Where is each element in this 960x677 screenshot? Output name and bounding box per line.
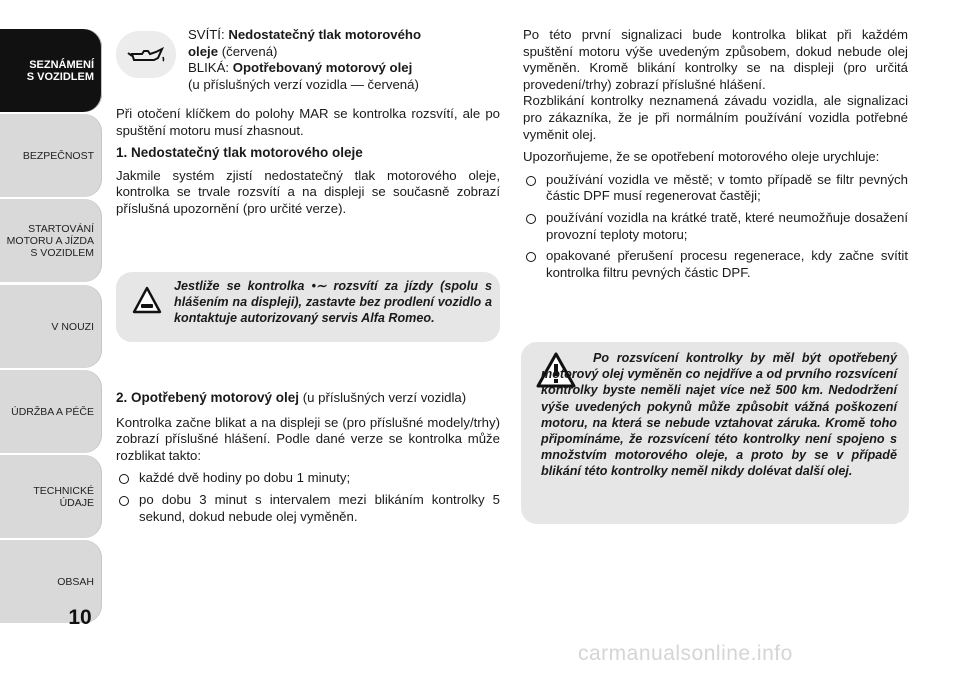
tab-udrzba[interactable]: ÚDRŽBA A PÉČE [0, 370, 102, 453]
worn-oil-note: (u příslušných verzí vozidla) [302, 390, 467, 405]
blika-label: BLIKÁ: [188, 60, 230, 76]
warning-car-icon [132, 286, 162, 314]
heading-low-pressure: 1. Nedostatečný tlak motorového oleje [116, 145, 363, 161]
worn-oil-paragraph: Kontrolka začne blikat a na displeji se (pro příslušné modely/trhy) zobrazí příslušné hlášení. Podle dané verze se kontrolka může rozblikat takto: [116, 414, 500, 463]
oil-can-icon [116, 31, 176, 78]
warning2-text: Po rozsvícení kontrolky by měl být opotřebený motorový olej vyměněn co nejdříve a od prvního rozsvícení kontrolky byste neměli najet více než 500 km. Nedodržení výše uvedených pokynů může způsobit vážná poškození motoru, na která se nebude vztahovat záruka. Kromě toho připomínáme, že rozsvícení této kontrolky není spojeno s množstvím motorového oleje, a proto by se v případě blikání této kontrolky neměl nikdy dolévat další olej. [541, 351, 897, 479]
tab-technicke-udaje[interactable]: TECHNICKÉ ÚDAJE [0, 455, 102, 538]
lamp-status [188, 27, 508, 93]
tab-v-nouzi[interactable]: V NOUZI [0, 285, 102, 368]
page-number: 10 [68, 606, 92, 629]
svit-label: SVÍTÍ: [188, 27, 225, 42]
tab-seznameni[interactable]: SEZNÁMENÍ S VOZIDLEM [0, 29, 102, 112]
oil-can-inline-icon: •∼ [311, 279, 327, 293]
intro-paragraph: Při otočení klíčkem do polohy MAR se kontrolka rozsvítí, ale po spuštění motoru musí zhasnout. [116, 106, 500, 138]
blika-note: (u příslušných verzí vozidla — červená) [188, 76, 419, 92]
blika-text: Opotřebovaný motorový olej [232, 60, 413, 76]
list-item: po dobu 3 minut s intervalem mezi blikáním kontrolky 5 sekund, dokud nebude olej vyměněn. [116, 492, 500, 525]
tab-obsah[interactable]: OBSAH [0, 540, 102, 623]
sidebar [0, 0, 103, 677]
left-column [116, 106, 500, 224]
blink-mode-list [116, 470, 500, 525]
svit-color: (červená) [221, 43, 278, 59]
warning-box-2 [521, 342, 909, 524]
right-paragraph-1: Po této první signalizaci bude kontrolka blikat při každém spuštění motoru výše uvedeným způsobem, dokud nebude olej vyměněn. Kromě blikání kontrolky se na displeji (pro určitá provedení/trhy) zobrazí příslušné hlášení. [523, 27, 908, 92]
wear-causes-list [523, 172, 908, 282]
list-item: každé dvě hodiny po dobu 1 minuty; [116, 470, 500, 487]
tab-bezpecnost[interactable]: BEZPEČNOST [0, 114, 102, 197]
watermark: carmanualsonline.info [578, 642, 793, 665]
tab-startovani[interactable]: STARTOVÁNÍ MOTORU A JÍZDA S VOZIDLEM [0, 199, 102, 282]
warning1-text-a: Jestliže se kontrolka [174, 279, 305, 293]
warning-box-1 [116, 272, 500, 342]
right-column [523, 27, 908, 286]
list-item: používání vozidla ve městě; v tomto případě se filtr pevných částic DPF musí regenerovat častěji; [523, 172, 908, 205]
list-item: používání vozidla na krátké tratě, které neumožňuje dosažení provozní teploty motoru; [523, 210, 908, 243]
left-column-2 [116, 390, 500, 530]
low-pressure-paragraph: Jakmile systém zjistí nedostatečný tlak motorového oleje, kontrolka se trvale rozsvítí a na displeji se současně zobrazí příslušná upozornění (pro určité verze). [116, 167, 500, 216]
right-paragraph-3: Upozorňujeme, že se opotřebení motorového oleje urychluje: [523, 149, 880, 165]
right-paragraph-2: Rozblikání kontrolky neznamená závadu vozidla, ale signalizaci pro zákazníka, že je při normálním používání vozidla potřebné vyměnit olej. [523, 93, 908, 142]
heading-worn-oil: 2. Opotřebený motorový olej [116, 390, 300, 405]
warning1-text-b: rozsvítí za jízdy (spolu s hlášením na displeji), zastavte bez prodlení vozidlo a kontaktuje autorizovaný servis Alfa Romeo. [174, 279, 493, 325]
list-item: opakované přerušení procesu regenerace, kdy začne svítit kontrolka filtru pevných částic DPF. [523, 248, 908, 281]
svit-text2: oleje [188, 43, 219, 59]
svit-text: Nedostatečný tlak motorového [228, 27, 422, 42]
